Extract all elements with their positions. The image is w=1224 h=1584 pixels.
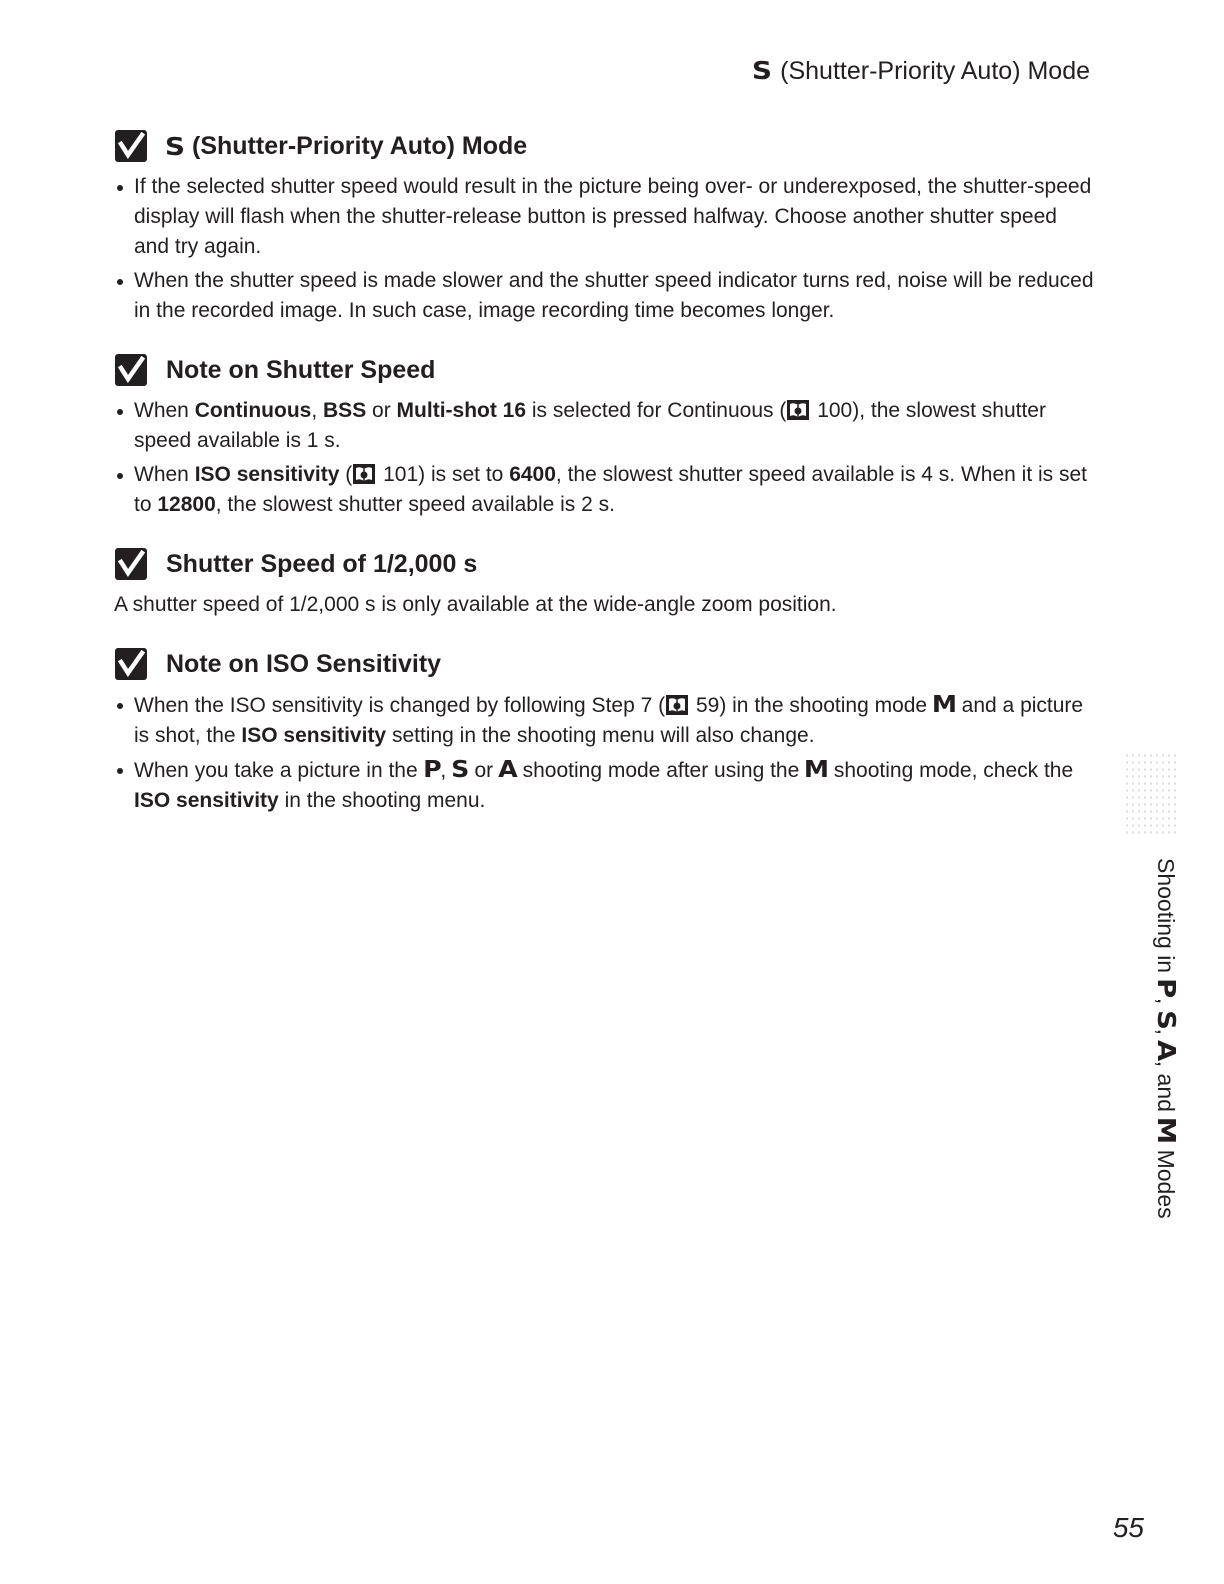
mode-p-glyph: P — [422, 757, 442, 783]
page-reference-icon — [353, 464, 375, 484]
list-item: When ISO sensitivity ( 101) is set to 6400, the slowest shutter speed available is 4 s. When it is set to 12800, the slowest shutter speed available is 2 s. — [114, 460, 1094, 520]
page-ref: 59 — [695, 694, 720, 717]
section-title — [114, 348, 1094, 392]
section-shutter-1-2000 — [114, 542, 1094, 620]
list-item: When you take a picture in the P, S or A shooting mode after using the M shooting mode, check the ISO sensitivity in the shooting menu. — [114, 755, 1094, 816]
list-item: When the shutter speed is made slower and the shutter speed indicator turns red, noise will be reduced in the recorded image. In such case, image recording time becomes longer. — [114, 266, 1094, 326]
mode-m-glyph: M — [803, 757, 830, 783]
mode-a-glyph: A — [1152, 1040, 1181, 1062]
paragraph: A shutter speed of 1/2,000 s is only available at the wide-angle zoom position. — [114, 593, 837, 616]
running-header-title: (Shutter-Priority Auto) Mode — [780, 57, 1090, 85]
section-title — [114, 124, 1094, 168]
check-box-icon — [114, 647, 148, 681]
running-header — [753, 56, 1090, 86]
section-shutter-priority — [114, 124, 1094, 326]
mode-a-glyph: A — [498, 757, 518, 783]
mode-s-glyph: S — [164, 131, 186, 161]
check-box-icon — [114, 353, 148, 387]
mode-m-glyph: M — [931, 692, 957, 718]
bullet-list — [114, 396, 1094, 520]
bold-term: ISO sensitivity — [241, 724, 387, 747]
bold-term: BSS — [323, 399, 367, 422]
bold-term: ISO sensitivity — [134, 789, 279, 812]
bold-term: ISO sensitivity — [194, 463, 340, 486]
page-number: 55 — [1112, 1512, 1144, 1543]
list-item: When Continuous, BSS or Multi-shot 16 is selected for Continuous ( 100), the slowest shutter speed available is 1 s. — [114, 396, 1094, 456]
list-item: If the selected shutter speed would result in the picture being over- or underexposed, the shutter-speed display will flash when the shutter-release button is pressed halfway. Choose another shutter speed and try again. — [114, 172, 1094, 262]
bullet-list — [114, 690, 1094, 816]
mode-m-glyph: M — [1152, 1117, 1181, 1145]
check-box-icon — [114, 547, 148, 581]
bold-term: 6400 — [509, 463, 556, 486]
bold-term: Multi-shot 16 — [396, 399, 527, 422]
mode-s-glyph: S — [752, 56, 773, 85]
page-reference-icon — [666, 695, 688, 715]
page-content — [114, 124, 1094, 838]
check-box-icon — [114, 129, 148, 163]
mode-s-glyph: S — [1152, 1009, 1181, 1030]
section-title-text: Note on ISO Sensitivity — [166, 649, 442, 678]
side-chapter-tab: Shooting in P, S, A, and M Modes — [1152, 858, 1181, 1219]
section-title-text: (Shutter-Priority Auto) Mode — [192, 131, 528, 160]
section-note-iso — [114, 642, 1094, 816]
bold-term: 12800 — [157, 493, 216, 516]
bold-term: Continuous — [194, 399, 312, 422]
section-title-text: Note on Shutter Speed — [166, 355, 436, 384]
section-title — [114, 642, 1094, 686]
bullet-list — [114, 172, 1094, 326]
side-tab-marker — [1124, 752, 1180, 838]
page-ref: 100 — [817, 399, 853, 422]
list-item: When the ISO sensitivity is changed by following Step 7 ( 59) in the shooting mode M and a picture is shot, the ISO sensitivity setting in the shooting menu will also change. — [114, 690, 1094, 751]
page-reference-icon — [787, 400, 809, 420]
section-title-text: Shutter Speed of 1/2,000 s — [166, 549, 478, 578]
section-title — [114, 542, 1094, 586]
page-ref: 101 — [383, 463, 419, 486]
mode-p-glyph: P — [1152, 978, 1181, 999]
mode-s-glyph: S — [451, 757, 470, 783]
section-note-shutter-speed — [114, 348, 1094, 520]
